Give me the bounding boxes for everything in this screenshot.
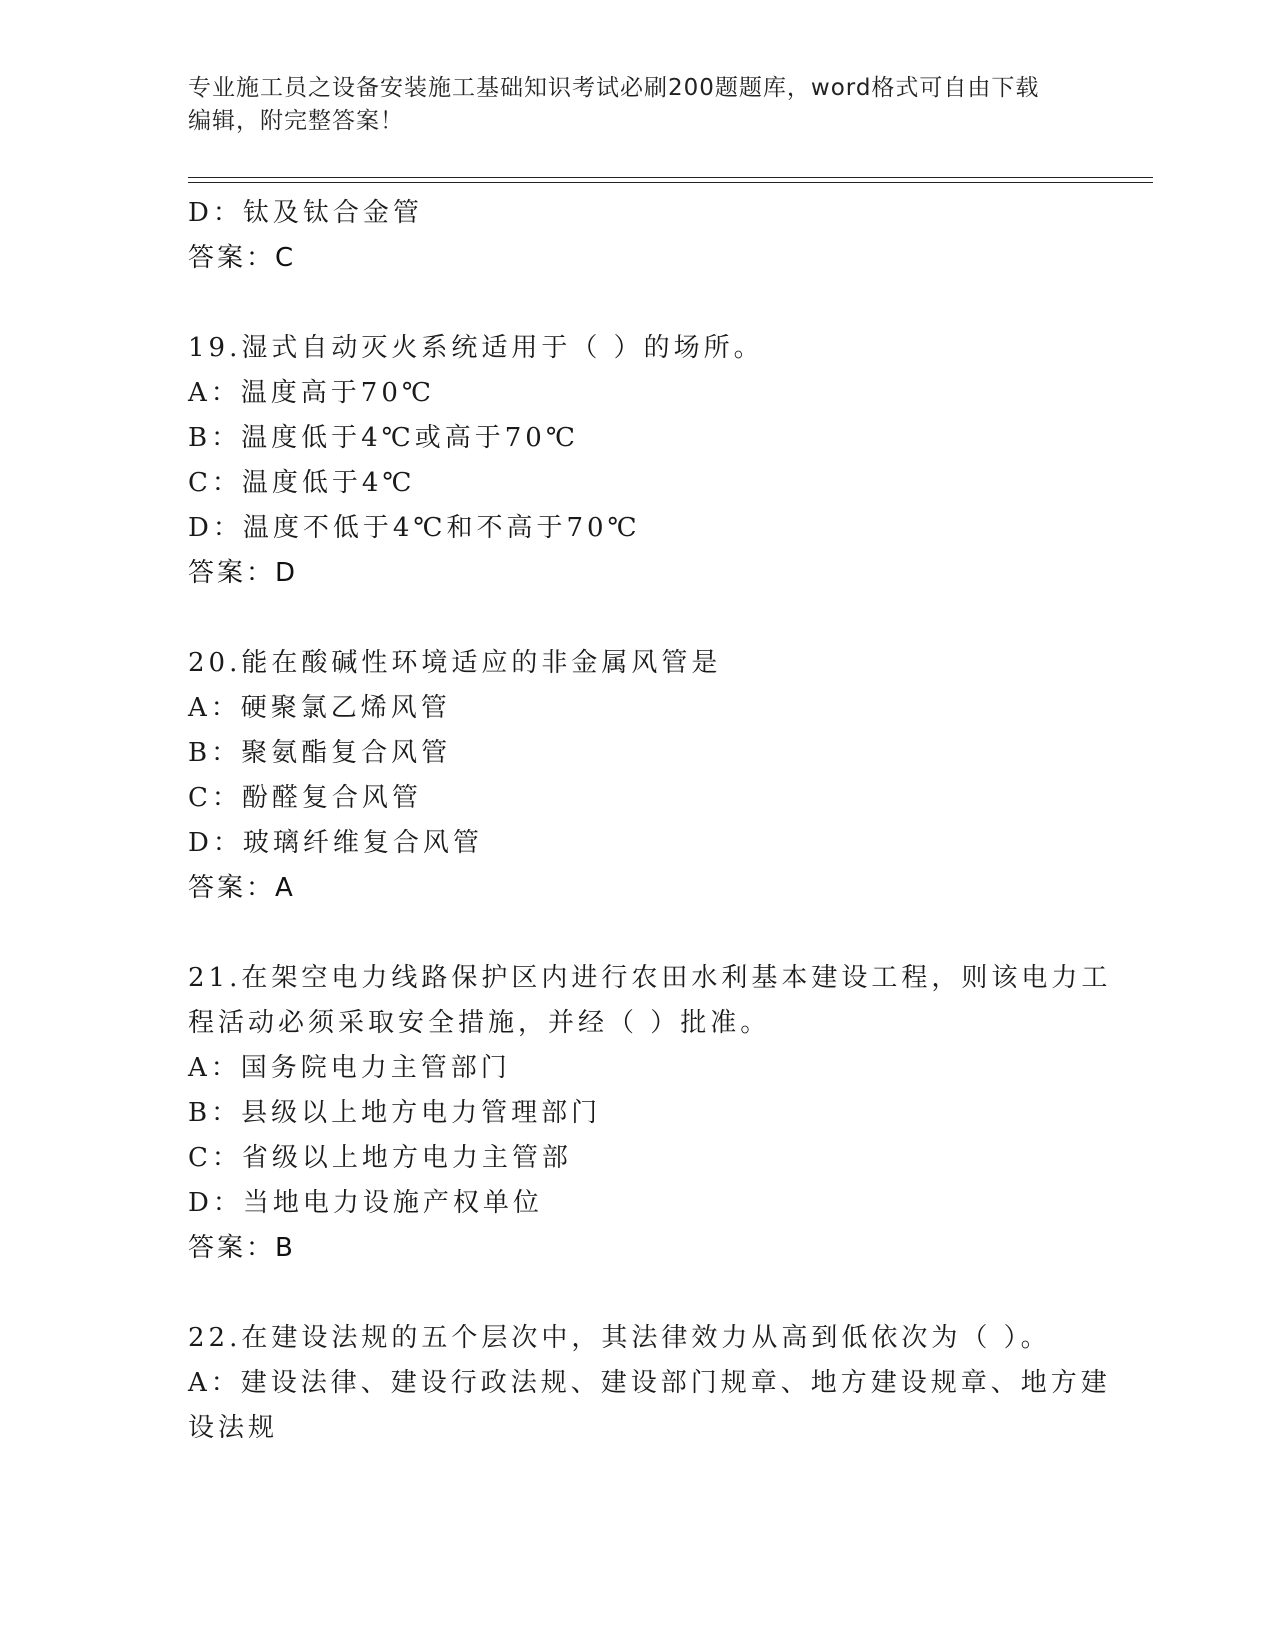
spacer [188, 1271, 1088, 1316]
question-list [188, 191, 1112, 1451]
header-divider-bottom [188, 182, 1153, 183]
option-b: B：县级以上地方电力管理部门 [188, 1098, 602, 1128]
answer: 答案：D [188, 558, 299, 588]
question-text-line-1: 21.在架空电力线路保护区内进行农田水利基本建设工程，则该电力工 [188, 963, 1112, 993]
option-a: A：温度高于70℃ [188, 378, 435, 408]
question-20 [188, 641, 1088, 911]
header-divider-top [188, 177, 1153, 178]
option-a-line-2: 设法规 [188, 1413, 279, 1443]
header-title-line-1: 专业施工员之设备安装施工基础知识考试必刷200题题库，word格式可自由下载 [188, 75, 1040, 101]
question-text: 20.能在酸碱性环境适应的非金属风管是 [188, 648, 722, 678]
option-d: D：钛及钛合金管 [188, 198, 423, 228]
option-c: C：温度低于4℃ [188, 468, 416, 498]
answer: 答案：C [188, 243, 297, 273]
answer: 答案：B [188, 1233, 296, 1263]
option-b: B：温度低于4℃或高于70℃ [188, 423, 579, 453]
document-header [188, 72, 1068, 138]
option-a-line-1: A：建设法律、建设行政法规、建设部门规章、地方建设规章、地方建 [188, 1368, 1111, 1398]
header-title-line-2: 编辑，附完整答案！ [188, 108, 404, 134]
question-text: 19.湿式自动灭火系统适用于（ ）的场所。 [188, 333, 764, 363]
question-19 [188, 326, 1088, 596]
spacer [188, 911, 1088, 956]
spacer [188, 281, 1088, 326]
option-d: D：玻璃纤维复合风管 [188, 828, 483, 858]
option-c: C：酚醛复合风管 [188, 783, 422, 813]
answer: 答案：A [188, 873, 296, 903]
option-c: C：省级以上地方电力主管部 [188, 1143, 572, 1173]
question-text-line-2: 程活动必须采取安全措施，并经（ ）批准。 [188, 1008, 771, 1038]
question-22 [188, 1316, 1111, 1451]
option-b: B：聚氨酯复合风管 [188, 738, 452, 768]
question-21 [188, 956, 1112, 1271]
option-d: D：温度不低于4℃和不高于70℃ [188, 513, 641, 543]
option-a: A：硬聚氯乙烯风管 [188, 693, 451, 723]
option-a: A：国务院电力主管部门 [188, 1053, 511, 1083]
option-d: D：当地电力设施产权单位 [188, 1188, 543, 1218]
spacer [188, 596, 1088, 641]
question-text: 22.在建设法规的五个层次中，其法律效力从高到低依次为（ ）。 [188, 1323, 1051, 1353]
